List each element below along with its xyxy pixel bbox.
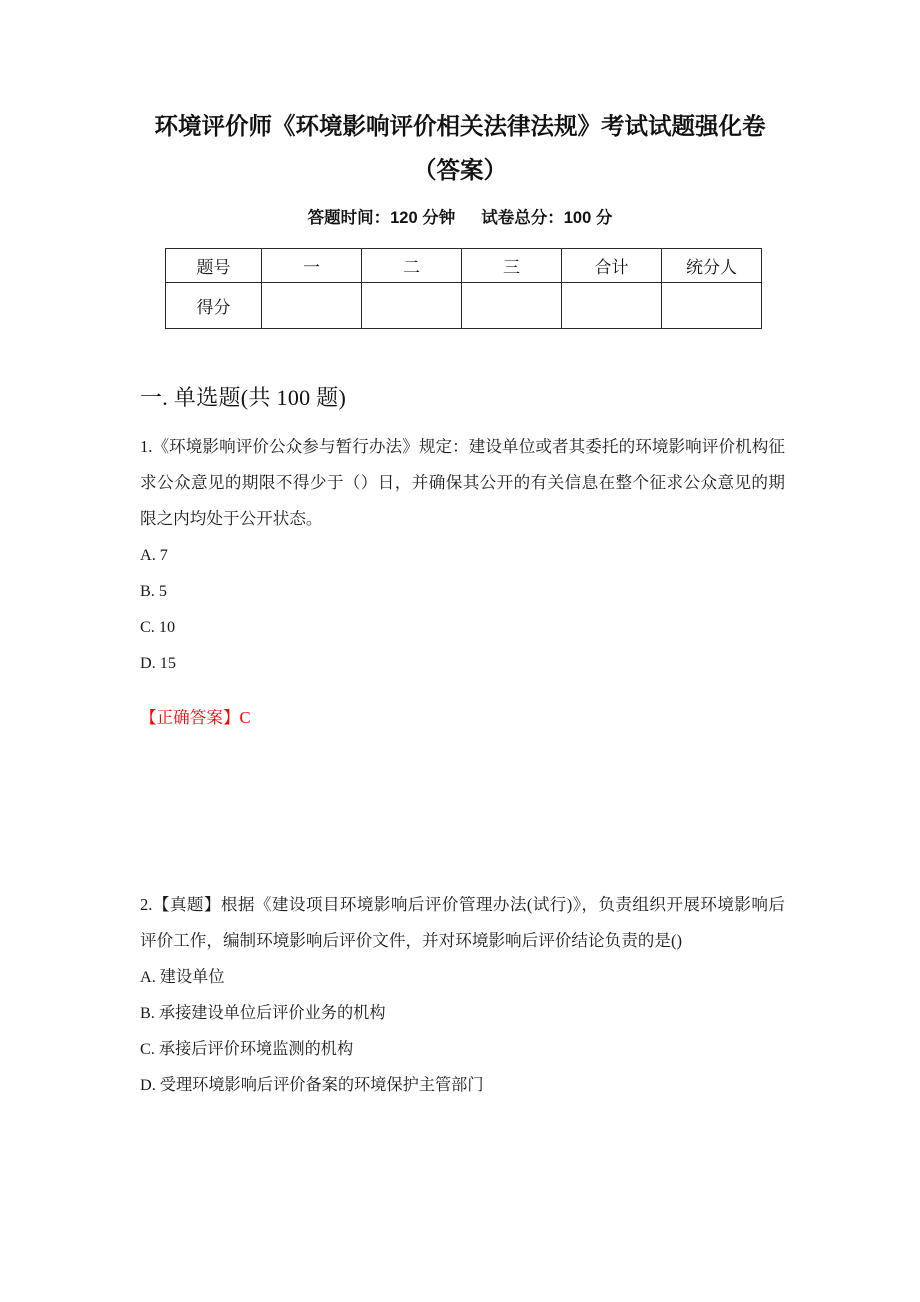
option-a[interactable]: A. 7 (140, 546, 168, 564)
option-d[interactable]: D. 受理环境影响后评价备案的环境保护主管部门 (140, 1076, 484, 1094)
table-cell-header-1: 一 (262, 249, 362, 283)
table-cell-score-3[interactable] (462, 283, 562, 329)
table-cell-header-3: 三 (462, 249, 562, 283)
option-a[interactable]: A. 建设单位 (140, 968, 225, 986)
score-table (165, 248, 762, 329)
table-cell-score-scorer[interactable] (662, 283, 762, 329)
table-cell-score-1[interactable] (262, 283, 362, 329)
option-b[interactable]: B. 5 (140, 582, 167, 600)
table-cell-header-2: 二 (362, 249, 462, 283)
table-cell-score-2[interactable] (362, 283, 462, 329)
question-1 (140, 429, 785, 735)
table-cell-score-total[interactable] (562, 283, 662, 329)
option-d[interactable]: D. 15 (140, 654, 176, 672)
exam-total-score: 试卷总分：100 分 (481, 209, 613, 227)
table-cell-header-total: 合计 (562, 249, 662, 283)
exam-content (140, 329, 785, 1103)
score-table-container (165, 248, 755, 329)
exam-duration: 答题时间：120 分钟 (307, 209, 456, 227)
option-c[interactable]: C. 10 (140, 618, 176, 636)
question-stem: 2.【真题】根据《建设项目环境影响后评价管理办法(试行)》，负责组织开展环境影响后评价工作，编制环境影响后评价文件，并对环境影响后评价结论负责的是() (140, 895, 785, 950)
table-row (166, 283, 762, 329)
correct-answer: 【正确答案】C (140, 708, 251, 727)
exam-meta (110, 192, 810, 230)
option-b[interactable]: B. 承接建设单位后评价业务的机构 (140, 1004, 386, 1022)
table-row (166, 249, 762, 283)
question-stem: 1.《环境影响评价公众参与暂行办法》规定：建设单位或者其委托的环境影响评价机构征求公众意见的期限不得少于（）日，并确保其公开的有关信息在整个征求公众意见的期限之内均处于公开状态。 (140, 437, 785, 528)
option-c[interactable]: C. 承接后评价环境监测的机构 (140, 1040, 354, 1058)
table-cell-score-label: 得分 (166, 283, 262, 329)
table-cell-header-scorer: 统分人 (662, 249, 762, 283)
section-heading-single-choice: 一. 单选题(共 100 题) (140, 385, 347, 410)
question-spacer (140, 735, 785, 887)
page-title: 环境评价师《环境影响评价相关法律法规》考试试题强化卷（答案） (154, 113, 766, 183)
question-2 (140, 887, 785, 1103)
table-cell-header-label: 题号 (166, 249, 262, 283)
